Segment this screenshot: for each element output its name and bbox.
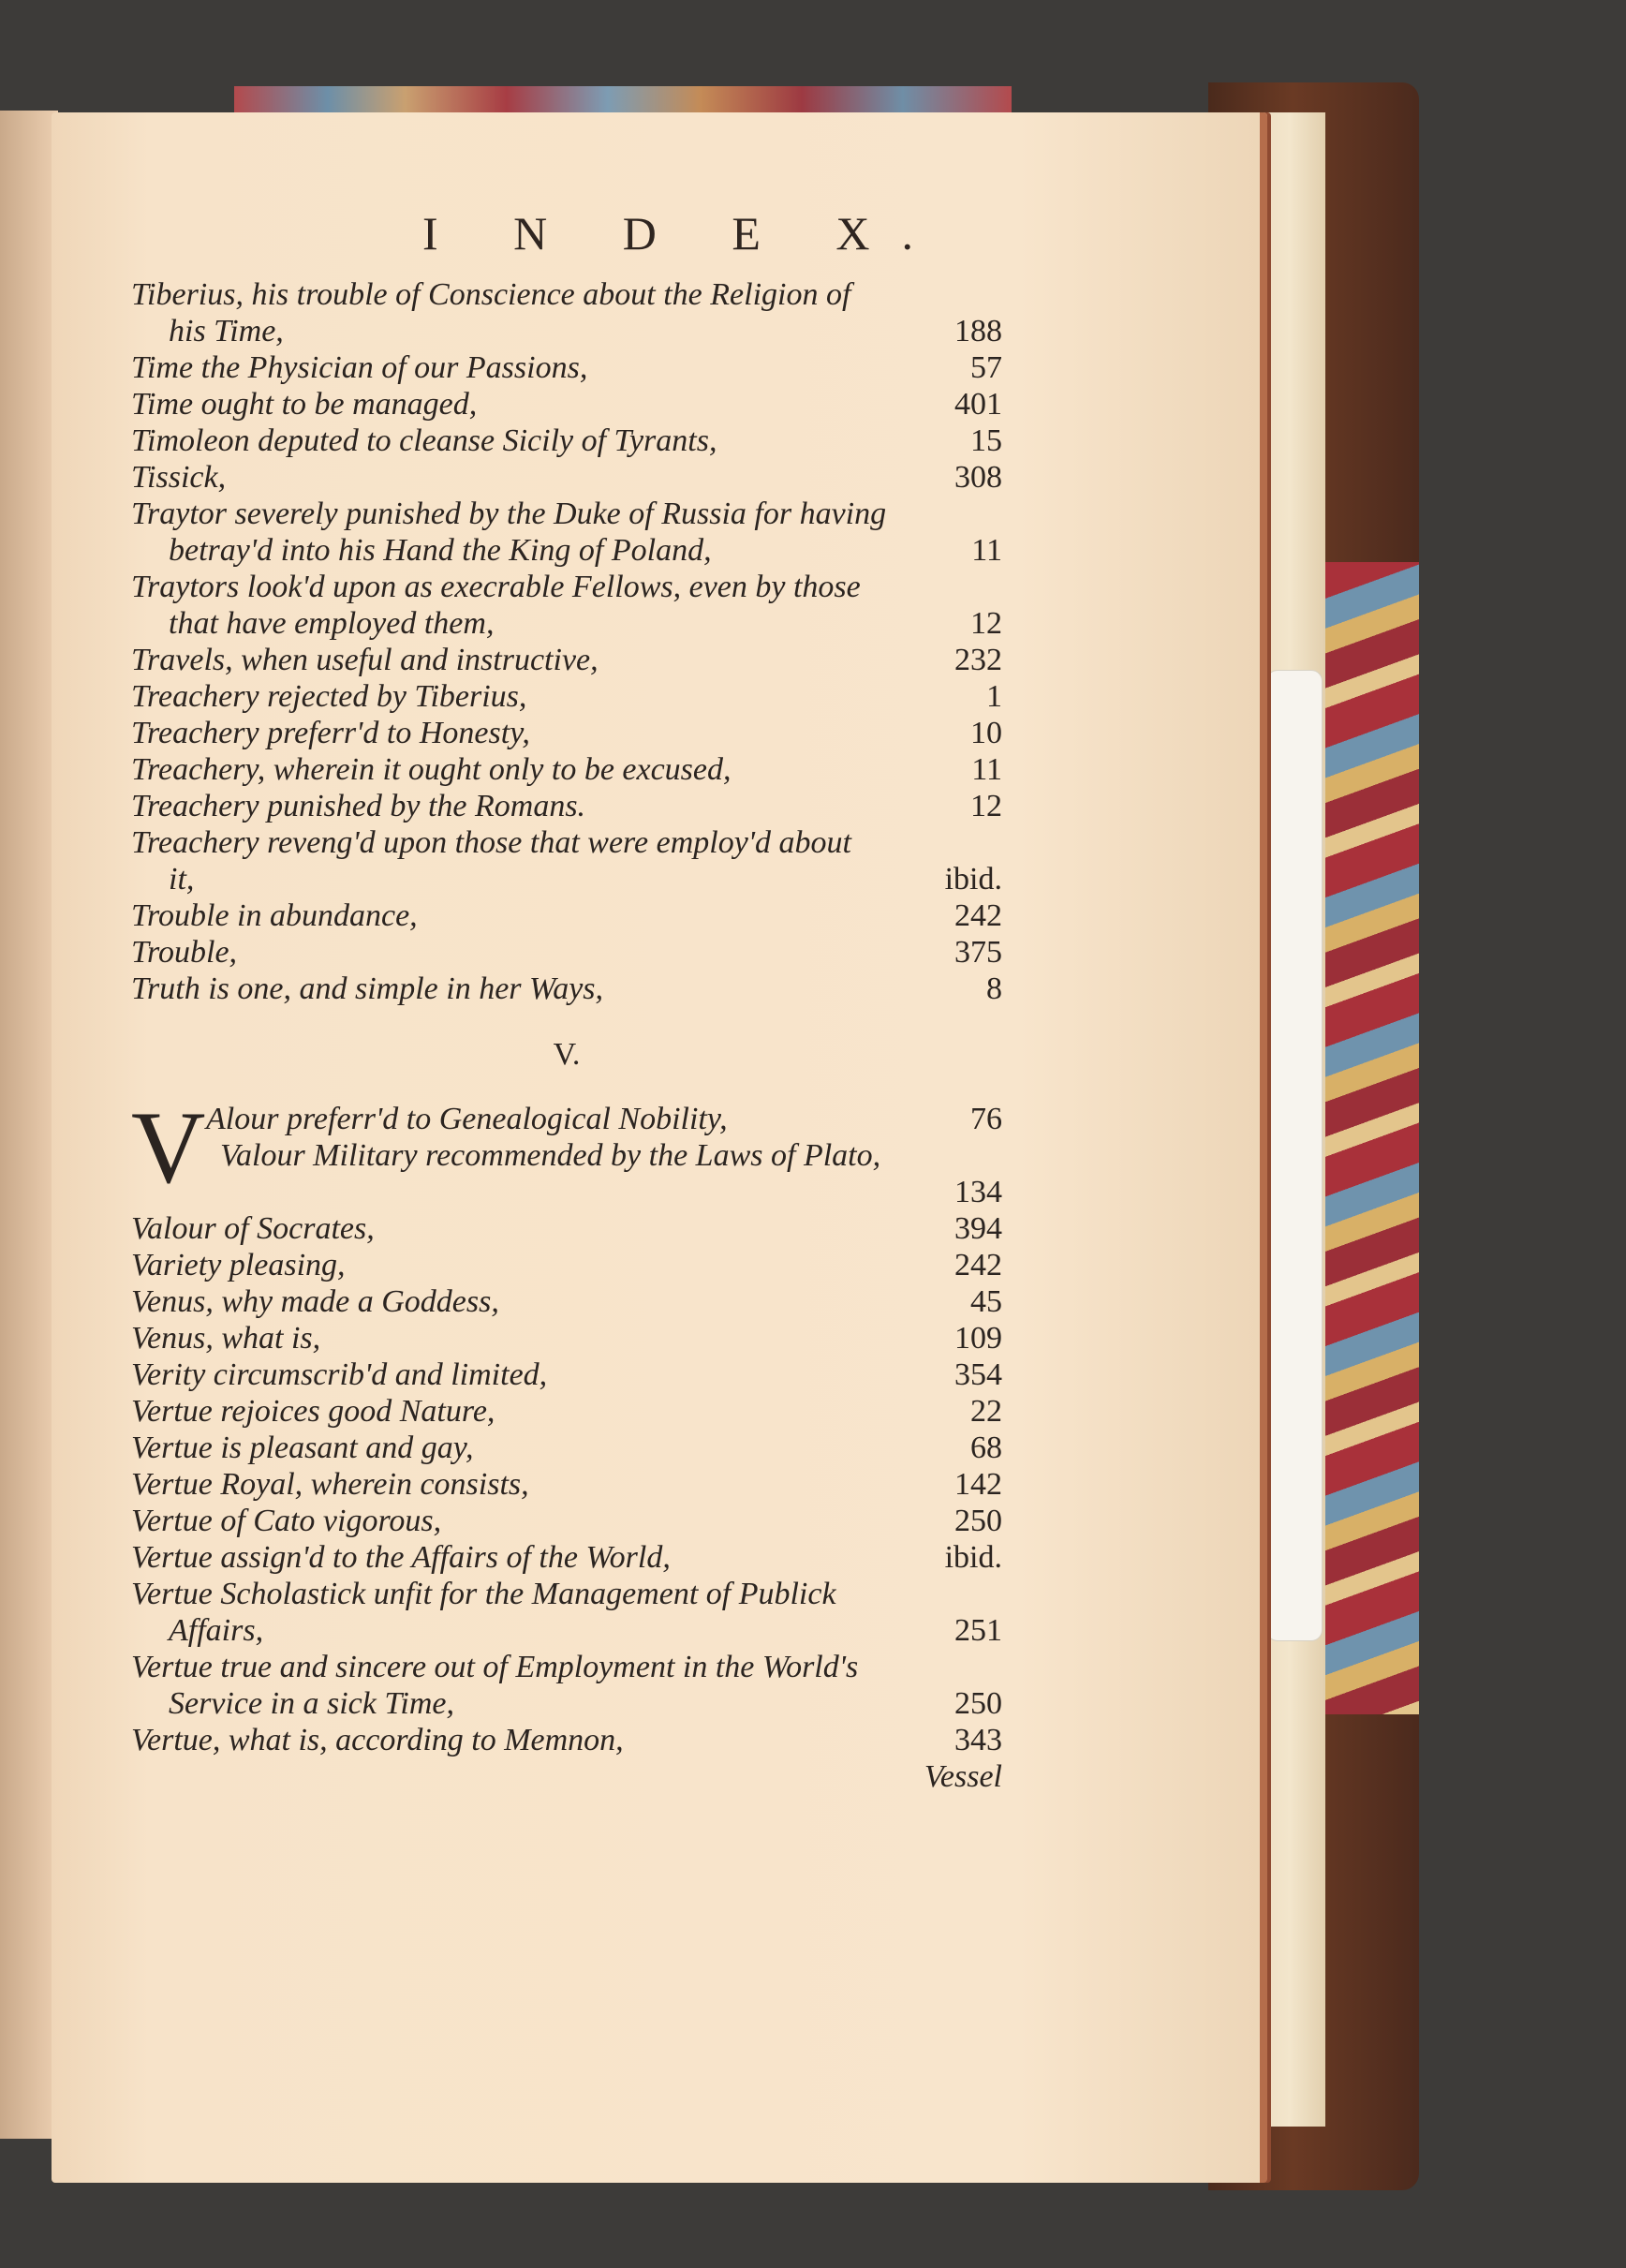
- page-number: 45: [970, 1284, 1002, 1319]
- page-number: 1: [986, 679, 1002, 714]
- entry-text: Vertue rejoices good Nature,: [131, 1394, 495, 1429]
- page-number: ibid.: [944, 1540, 1002, 1575]
- entry-text: Valour of Socrates,: [131, 1211, 375, 1246]
- bookmark-slip: [1266, 670, 1323, 1641]
- page-number: 188: [954, 314, 1002, 348]
- index-entry: [131, 788, 1002, 824]
- index-entry: [131, 1320, 1002, 1356]
- entry-text: Tiberius, his trouble of Conscience about the Religion of: [131, 277, 851, 312]
- page-number: 401: [954, 387, 1002, 422]
- page-number: 375: [954, 935, 1002, 970]
- entry-text: Truth is one, and simple in her Ways,: [131, 971, 604, 1006]
- dropcap-entry: [131, 1090, 1002, 1210]
- entry-text: Vertue of Cato vigorous,: [131, 1504, 442, 1538]
- entry-text: Timoleon deputed to cleanse Sicily of Tyrants,: [131, 423, 717, 458]
- marbled-endpaper-side: [1316, 562, 1419, 1714]
- page-number: 354: [954, 1357, 1002, 1392]
- page-heading: I N D E X.: [421, 207, 946, 259]
- page-number: 308: [954, 460, 1002, 495]
- index-entry: [131, 642, 1002, 678]
- entry-text: Treachery punished by the Romans.: [131, 789, 586, 823]
- index-entries: [131, 276, 1002, 1795]
- index-entry: [131, 1210, 1002, 1247]
- entry-text: Vertue Scholastick unfit for the Management of Publick: [131, 1577, 836, 1611]
- entry-text: Vertue, what is, according to Memnon,: [131, 1723, 624, 1757]
- index-entry: [131, 1722, 1002, 1758]
- entry-text: Time the Physician of our Passions,: [131, 350, 588, 385]
- entry-text: that have employed them,: [169, 606, 495, 641]
- index-entry: [131, 1576, 1002, 1649]
- index-entry: [131, 934, 1002, 971]
- index-entry: [131, 422, 1002, 459]
- entry-text: betray'd into his Hand the King of Poland,: [169, 533, 712, 568]
- page-number: ibid.: [944, 862, 1002, 897]
- page-number: 343: [954, 1723, 1002, 1757]
- index-section-v: [131, 1210, 1002, 1758]
- index-entry: [131, 1503, 1002, 1539]
- catchword: Vessel: [924, 1759, 1002, 1794]
- page-number: 142: [954, 1467, 1002, 1502]
- page-number: 11: [971, 533, 1002, 568]
- entry-text: Vertue true and sincere out of Employment in the World's: [131, 1650, 859, 1684]
- entry-text: Treachery, wherein it ought only to be excused,: [131, 752, 732, 787]
- page-number: 394: [954, 1211, 1002, 1246]
- entry-text: Variety pleasing,: [131, 1248, 346, 1282]
- page-number: 242: [954, 1248, 1002, 1282]
- index-entry: [131, 971, 1002, 1007]
- page-number: 10: [970, 716, 1002, 750]
- facing-page-edge: [0, 111, 58, 2139]
- entry-text: his Time,: [169, 314, 284, 348]
- dropcap-line-2: Valour Military recommended by the Laws of Plato,: [220, 1138, 881, 1173]
- dropcap-line-1: Alour preferr'd to Genealogical Nobility, 76: [206, 1102, 1002, 1136]
- page-number: 57: [970, 350, 1002, 385]
- entry-text: Vertue assign'd to the Affairs of the World,: [131, 1540, 671, 1575]
- entry-text: Traytors look'd upon as execrable Fellows, even by those: [131, 570, 861, 604]
- index-entry: [131, 1466, 1002, 1503]
- page-number: 12: [970, 789, 1002, 823]
- entry-text: Trouble in abundance,: [131, 898, 418, 933]
- index-entry: [131, 1539, 1002, 1576]
- index-entry: [131, 349, 1002, 386]
- entry-text: Treachery rejected by Tiberius,: [131, 679, 527, 714]
- entry-text: Travels, when useful and instructive,: [131, 643, 599, 677]
- page-number: 109: [954, 1321, 1002, 1356]
- entry-text: Verity circumscrib'd and limited,: [131, 1357, 548, 1392]
- index-entry: [131, 1649, 1002, 1722]
- index-entry: [131, 276, 1002, 349]
- index-entry: [131, 715, 1002, 751]
- page-number: 251: [954, 1613, 1002, 1648]
- page-number: 8: [986, 971, 1002, 1006]
- entry-text: Trouble,: [131, 935, 238, 970]
- index-entry: [131, 1247, 1002, 1283]
- index-entry: [131, 1430, 1002, 1466]
- index-entry: [131, 569, 1002, 642]
- page-number: 15: [970, 423, 1002, 458]
- page-number: 12: [970, 606, 1002, 641]
- page-number: 232: [954, 643, 1002, 677]
- page-number: 22: [970, 1394, 1002, 1429]
- dropcap-letter: V: [131, 1090, 206, 1205]
- index-entry: [131, 386, 1002, 422]
- index-entry: [131, 678, 1002, 715]
- page-number: 68: [970, 1430, 1002, 1465]
- page-number: 76: [970, 1102, 1002, 1136]
- section-heading: V.: [553, 1037, 581, 1072]
- index-entry: [131, 496, 1002, 569]
- index-entry: [131, 459, 1002, 496]
- entry-text: Vertue is pleasant and gay,: [131, 1430, 474, 1465]
- entry-text: Time ought to be managed,: [131, 387, 478, 422]
- entry-text: Venus, what is,: [131, 1321, 321, 1356]
- index-entry: [131, 1356, 1002, 1393]
- page-number: 11: [971, 752, 1002, 787]
- entry-text: Vertue Royal, wherein consists,: [131, 1467, 529, 1502]
- page-number: 134: [954, 1175, 1002, 1209]
- entry-text: Treachery preferr'd to Honesty,: [131, 716, 530, 750]
- index-entry: [131, 751, 1002, 788]
- page-number: 250: [954, 1504, 1002, 1538]
- entry-text: Treachery reveng'd upon those that were employ'd about: [131, 825, 852, 860]
- index-entry: [131, 897, 1002, 934]
- book-page: [52, 112, 1267, 2183]
- entry-text: Tissick,: [131, 460, 227, 495]
- entry-text: Venus, why made a Goddess,: [131, 1284, 499, 1319]
- entry-text: Affairs,: [169, 1613, 264, 1648]
- index-entry: [131, 824, 1002, 897]
- entry-text: Service in a sick Time,: [169, 1686, 454, 1721]
- entry-text: it,: [169, 862, 195, 897]
- entry-text: Traytor severely punished by the Duke of Russia for having: [131, 497, 887, 531]
- index-entry: [131, 1393, 1002, 1430]
- page-number: 242: [954, 898, 1002, 933]
- index-entry: [131, 1283, 1002, 1320]
- page-number: 250: [954, 1686, 1002, 1721]
- index-section-t: [131, 276, 1002, 1007]
